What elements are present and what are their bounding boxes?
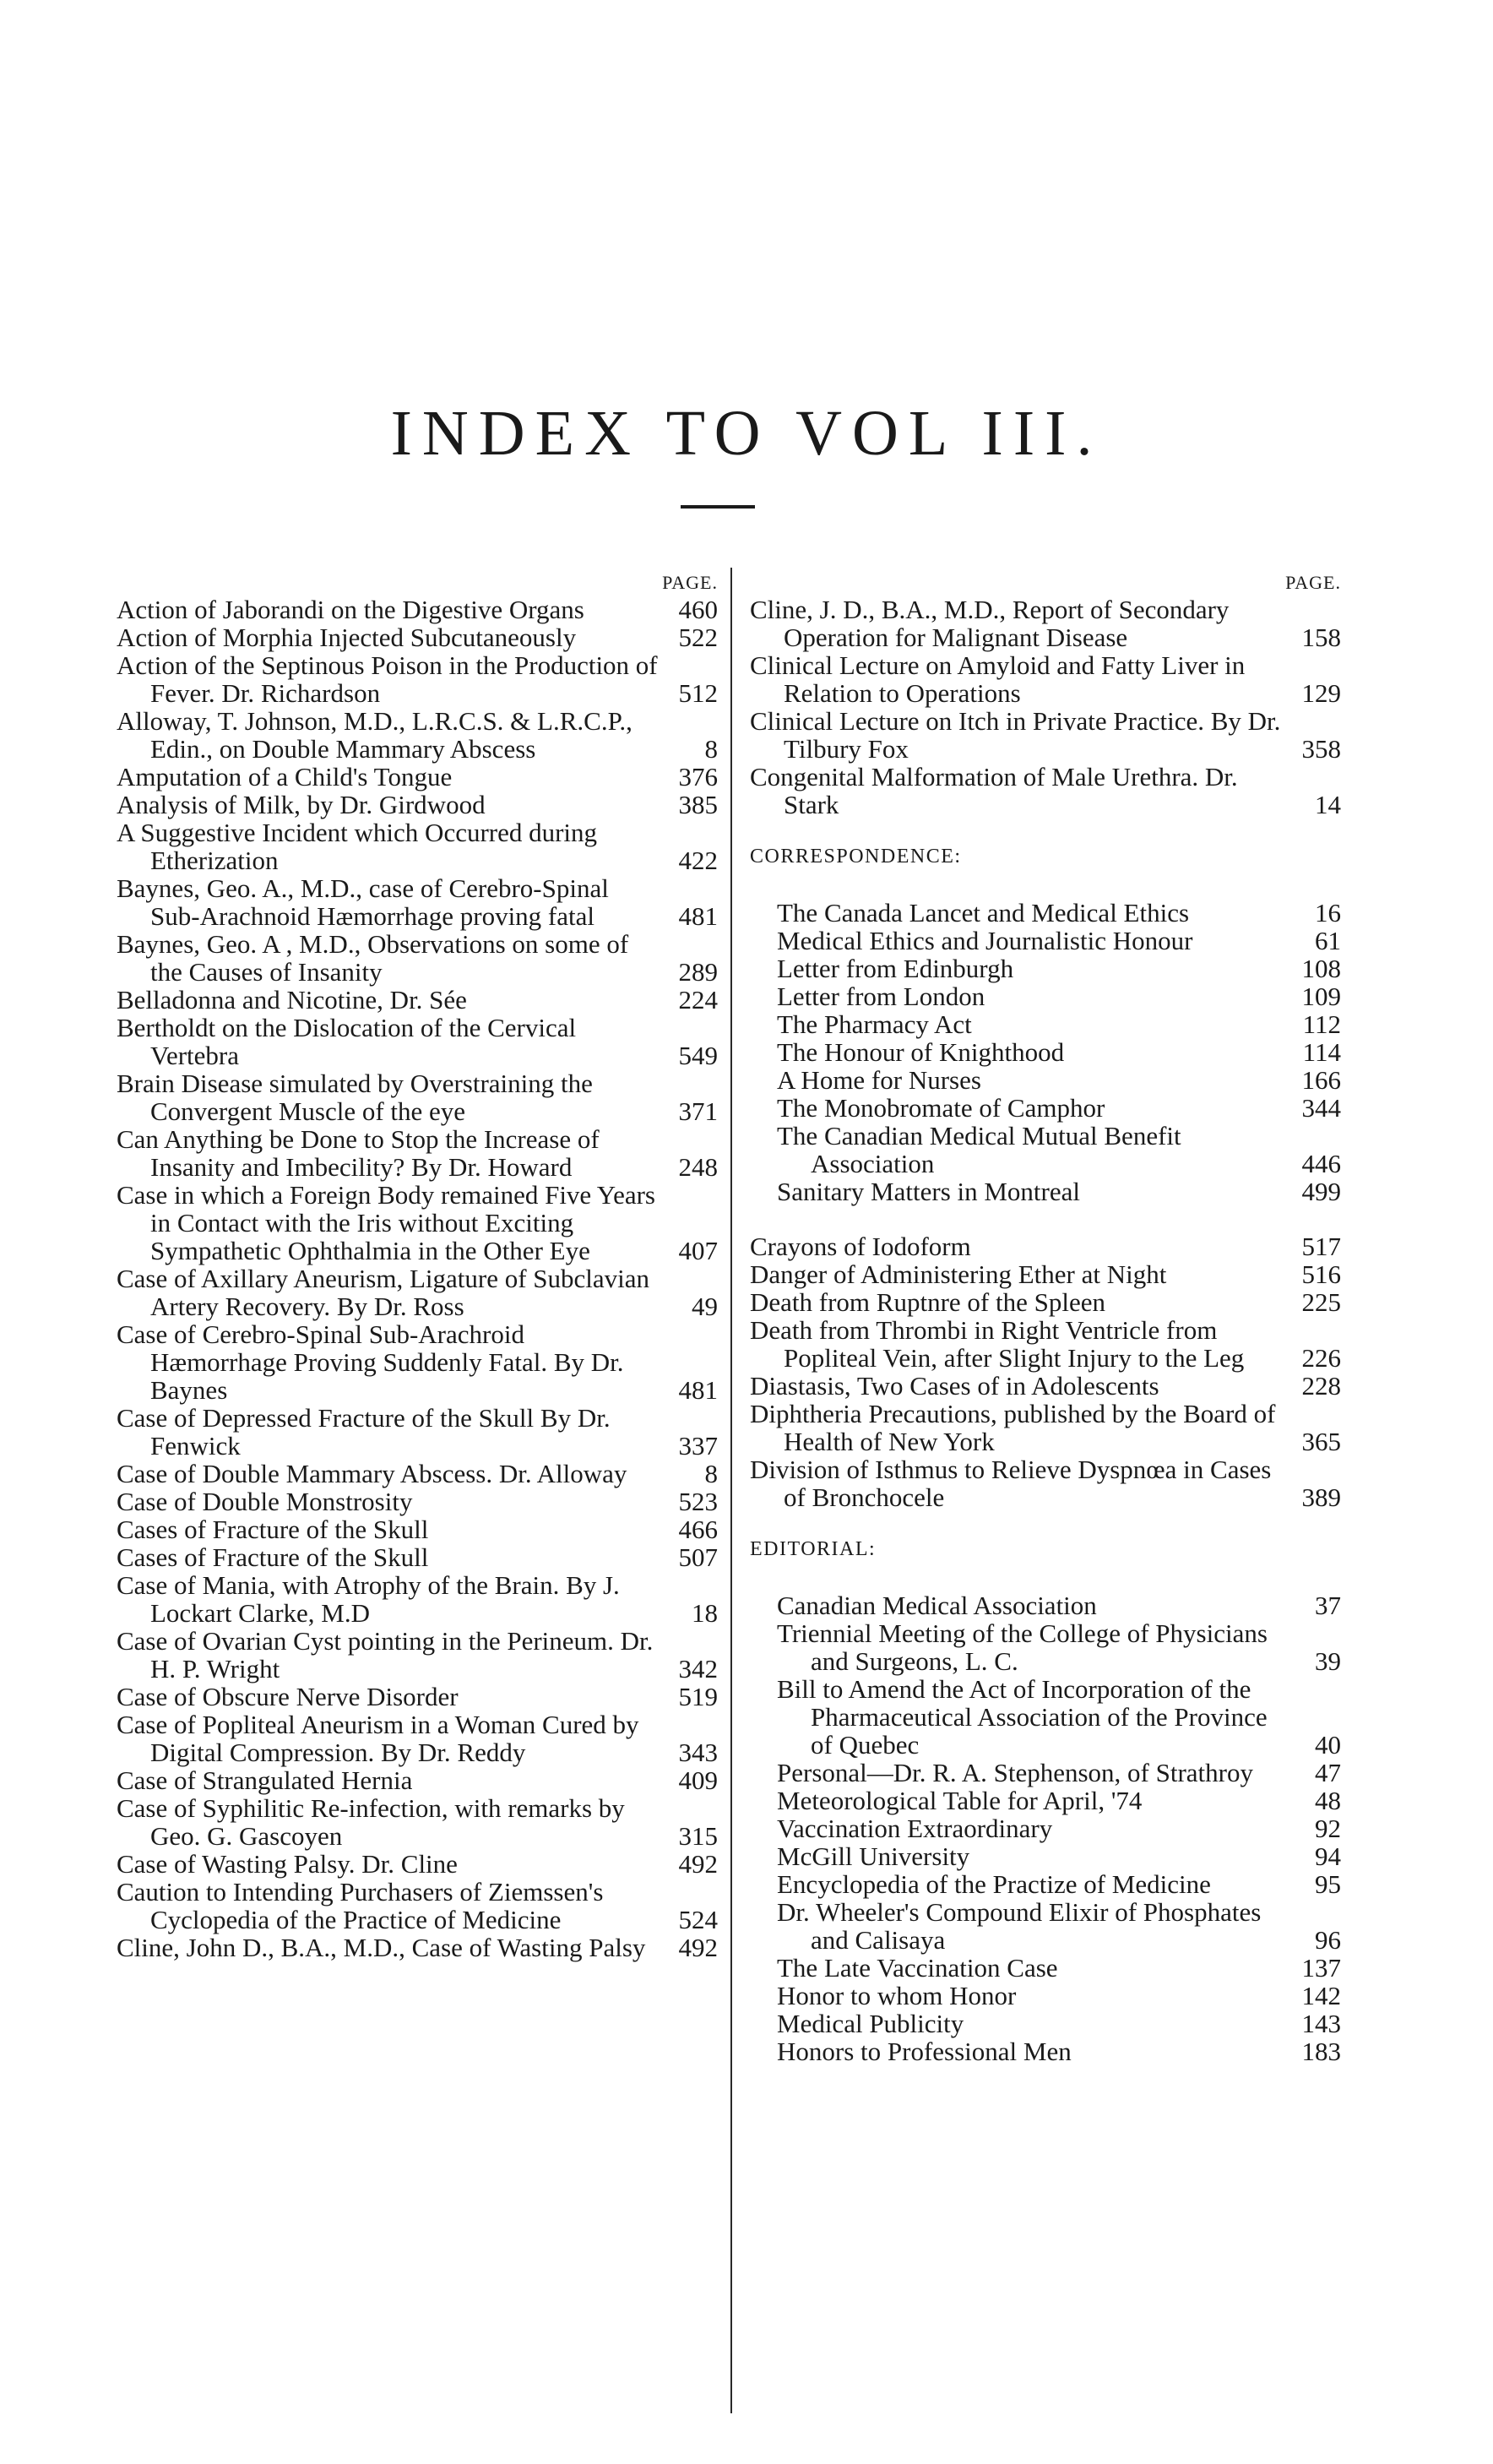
- entry-title: Honor to whom Honor: [777, 1981, 1017, 2010]
- index-entry: [117, 1181, 718, 1265]
- entry-title: Sanitary Matters in Montreal: [777, 1177, 1080, 1206]
- index-entry: [777, 1591, 1341, 1619]
- index-entry: [117, 930, 718, 986]
- entry-page-number: 225: [1301, 1287, 1341, 1317]
- index-entry: [117, 1014, 718, 1069]
- entry-title: Personal—Dr. R. A. Stephenson, of Strathroy: [777, 1758, 1253, 1787]
- index-entry: [117, 1850, 718, 1878]
- index-entry: [777, 1094, 1341, 1122]
- index-entry: [777, 1066, 1341, 1094]
- entry-title: Action of Morphia Injected Subcutaneously: [117, 623, 577, 652]
- entry-page-number: 389: [1301, 1482, 1341, 1512]
- entry-title: Vaccination Extraordinary: [777, 1814, 1053, 1843]
- entry-page-number: 49: [692, 1292, 718, 1321]
- left-entry-list: [117, 596, 718, 1961]
- entry-page-number: 47: [1315, 1758, 1341, 1787]
- entry-title: Cline, John D., B.A., M.D., Case of Wasting Palsy: [117, 1933, 646, 1962]
- entry-title: Amputation of a Child's Tongue: [117, 762, 453, 791]
- index-entry: [777, 1675, 1341, 1759]
- index-entry: [777, 2037, 1341, 2065]
- page-column-header: PAGE.: [1285, 572, 1341, 593]
- index-entry: [117, 1627, 718, 1683]
- index-entry: [777, 1122, 1341, 1178]
- entry-page-number: 512: [678, 678, 718, 708]
- entry-title: Case of Popliteal Aneurism in a Woman Cured by Digital Compression. By Dr. Reddy: [117, 1710, 639, 1767]
- entry-title: Cases of Fracture of the Skull: [117, 1515, 429, 1544]
- column-divider: [730, 568, 732, 2413]
- entry-title: The Pharmacy Act: [777, 1009, 972, 1039]
- entry-title: Case of Obscure Nerve Disorder: [117, 1682, 459, 1711]
- entry-page-number: 422: [678, 846, 718, 875]
- entry-page-number: 409: [678, 1765, 718, 1795]
- right-entry-list-mid: [750, 1232, 1341, 1511]
- entry-page-number: 61: [1315, 926, 1341, 955]
- index-entry: [750, 1455, 1341, 1511]
- entry-page-number: 376: [678, 762, 718, 791]
- editorial-list: [750, 1591, 1341, 2065]
- index-entry: [750, 651, 1341, 707]
- entry-title: Baynes, Geo. A , M.D., Observations on some of the Causes of Insanity: [117, 929, 629, 987]
- index-entry: [117, 707, 718, 763]
- entry-page-number: 519: [678, 1682, 718, 1711]
- right-column: [750, 570, 1341, 2065]
- index-entry: [750, 1288, 1341, 1316]
- index-entry: [777, 1842, 1341, 1870]
- entry-page-number: 522: [678, 623, 718, 652]
- entry-page-number: 166: [1301, 1065, 1341, 1095]
- entry-page-number: 481: [678, 1375, 718, 1405]
- index-entry: [777, 1898, 1341, 1954]
- entry-page-number: 507: [678, 1542, 718, 1572]
- entry-page-number: 16: [1315, 898, 1341, 927]
- entry-title: Case of Double Monstrosity: [117, 1487, 413, 1516]
- entry-page-number: 343: [678, 1738, 718, 1767]
- entry-page-number: 289: [678, 957, 718, 987]
- entry-page-number: 39: [1315, 1646, 1341, 1676]
- entry-page-number: 142: [1301, 1981, 1341, 2010]
- entry-title: Death from Thrombi in Right Ventricle from Popliteal Vein, after Slight Injury to the Leg: [750, 1315, 1245, 1373]
- entry-page-number: 516: [1301, 1259, 1341, 1289]
- entry-title: Diphtheria Precautions, published by the Board of Health of New York: [750, 1399, 1276, 1456]
- index-entry: [777, 927, 1341, 955]
- entry-page-number: 96: [1315, 1925, 1341, 1955]
- index-entry: [117, 1515, 718, 1543]
- entry-title: Honors to Professional Men: [777, 2037, 1072, 2066]
- index-entry: [777, 899, 1341, 927]
- entry-page-number: 14: [1315, 790, 1341, 819]
- index-entry: [117, 1320, 718, 1404]
- entry-page-number: 48: [1315, 1786, 1341, 1815]
- entry-page-number: 8: [704, 1459, 718, 1488]
- entry-title: Case of Double Mammary Abscess. Dr. Alloway: [117, 1459, 627, 1488]
- entry-title: Congenital Malformation of Male Urethra. Dr. Stark: [750, 762, 1238, 819]
- index-entry: [117, 1878, 718, 1934]
- entry-page-number: 183: [1301, 2037, 1341, 2066]
- entry-title: Death from Ruptnre of the Spleen: [750, 1287, 1105, 1317]
- entry-page-number: 94: [1315, 1841, 1341, 1871]
- entry-title: Action of the Septinous Poison in the Production of Fever. Dr. Richardson: [117, 650, 658, 708]
- index-entry: [750, 1232, 1341, 1260]
- entry-title: Triennial Meeting of the College of Physicians and Surgeons, L. C.: [777, 1618, 1268, 1676]
- entry-title: Case of Strangulated Hernia: [117, 1765, 413, 1795]
- entry-title: The Honour of Knighthood: [777, 1037, 1065, 1067]
- entry-page-number: 92: [1315, 1814, 1341, 1843]
- entry-title: Case in which a Foreign Body remained Five Years in Contact with the Iris without Exciting Sympathetic Ophthalmia in the Other Eye: [117, 1180, 655, 1265]
- index-entry: [117, 819, 718, 874]
- index-entry: [117, 763, 718, 791]
- entry-page-number: 108: [1301, 954, 1341, 983]
- entry-page-number: 37: [1315, 1591, 1341, 1620]
- entry-title: Case of Cerebro-Spinal Sub-Arachroid Hæmorrhage Proving Suddenly Fatal. By Dr. Baynes: [117, 1319, 624, 1405]
- index-entry: [117, 1683, 718, 1711]
- entry-page-number: 524: [678, 1905, 718, 1934]
- index-entry: [117, 1794, 718, 1850]
- index-entry: [777, 1814, 1341, 1842]
- entry-title: Action of Jaborandi on the Digestive Organs: [117, 595, 584, 624]
- index-entry: [117, 1404, 718, 1460]
- index-entry: [750, 1400, 1341, 1455]
- entry-title: Case of Depressed Fracture of the Skull By Dr. Fenwick: [117, 1403, 611, 1460]
- section-gap: [750, 1205, 1341, 1232]
- entry-title: Baynes, Geo. A., M.D., case of Cerebro-Spinal Sub-Arachnoid Hæmorrhage proving fatal: [117, 873, 609, 931]
- entry-title: Danger of Administering Ether at Night: [750, 1259, 1167, 1289]
- entry-page-number: 407: [678, 1236, 718, 1265]
- entry-title: Analysis of Milk, by Dr. Girdwood: [117, 790, 486, 819]
- index-entry: [117, 1711, 718, 1766]
- index-entry: [777, 1954, 1341, 1982]
- index-entry: [117, 1460, 718, 1488]
- entry-page-number: 492: [678, 1849, 718, 1879]
- index-entry: [117, 1265, 718, 1320]
- entry-title: Division of Isthmus to Relieve Dyspnœa in Cases of Bronchocele: [750, 1455, 1272, 1512]
- entry-title: Case of Ovarian Cyst pointing in the Perineum. Dr. H. P. Wright: [117, 1626, 654, 1683]
- entry-title: The Canada Lancet and Medical Ethics: [777, 898, 1190, 927]
- entry-title: The Late Vaccination Case: [777, 1953, 1058, 1983]
- entry-page-number: 158: [1301, 623, 1341, 652]
- index-entry: [777, 1038, 1341, 1066]
- index-entry: [750, 596, 1341, 651]
- entry-page-number: 358: [1301, 734, 1341, 764]
- entry-title: Meteorological Table for April, '74: [777, 1786, 1143, 1815]
- left-column: [117, 570, 718, 1961]
- entry-title: Letter from London: [777, 982, 985, 1011]
- right-entry-list-top: [750, 596, 1341, 819]
- entry-title: Clinical Lecture on Amyloid and Fatty Liver in Relation to Operations: [750, 650, 1246, 708]
- index-entry: [117, 651, 718, 707]
- index-entry: [117, 1766, 718, 1794]
- entry-title: Case of Wasting Palsy. Dr. Cline: [117, 1849, 458, 1879]
- index-entry: [117, 1125, 718, 1181]
- entry-page-number: 446: [1301, 1149, 1341, 1178]
- page-title: INDEX TO VOL III.: [390, 398, 1103, 469]
- index-entry: [750, 1260, 1341, 1288]
- entry-title: Encyclopedia of the Practize of Medicine: [777, 1869, 1211, 1899]
- entry-title: A Suggestive Incident which Occurred during Etherization: [117, 818, 598, 875]
- entry-title: Case of Syphilitic Re-infection, with remarks by Geo. G. Gascoyen: [117, 1793, 625, 1851]
- entry-page-number: 492: [678, 1933, 718, 1962]
- index-entry: [750, 1372, 1341, 1400]
- entry-page-number: 143: [1301, 2009, 1341, 2038]
- index-entry: [117, 1571, 718, 1627]
- entry-title: Brain Disease simulated by Overstraining the Convergent Muscle of the eye: [117, 1069, 593, 1126]
- entry-title: A Home for Nurses: [777, 1065, 981, 1095]
- index-entry: [777, 2010, 1341, 2037]
- page-column-header: PAGE.: [662, 572, 718, 593]
- entry-page-number: 460: [678, 595, 718, 624]
- index-entry: [117, 1069, 718, 1125]
- index-entry: [750, 763, 1341, 819]
- entry-page-number: 112: [1302, 1009, 1341, 1039]
- index-entry: [777, 1870, 1341, 1898]
- entry-page-number: 129: [1301, 678, 1341, 708]
- index-entry: [777, 1619, 1341, 1675]
- entry-page-number: 109: [1301, 982, 1341, 1011]
- entry-title: Bill to Amend the Act of Incorporation of the Pharmaceutical Association of the Province of Quebec: [777, 1674, 1268, 1760]
- entry-title: Clinical Lecture on Itch in Private Practice. By Dr. Tilbury Fox: [750, 706, 1281, 764]
- entry-page-number: 337: [678, 1431, 718, 1460]
- entry-page-number: 499: [1301, 1177, 1341, 1206]
- index-entry: [777, 982, 1341, 1010]
- entry-page-number: 226: [1301, 1343, 1341, 1373]
- entry-page-number: 481: [678, 901, 718, 931]
- index-entry: [777, 1010, 1341, 1038]
- entry-title: Belladonna and Nicotine, Dr. Sée: [117, 985, 467, 1014]
- entry-page-number: 466: [678, 1515, 718, 1544]
- entry-page-number: 228: [1301, 1371, 1341, 1401]
- index-entry: [777, 955, 1341, 982]
- entry-page-number: 8: [704, 734, 718, 764]
- entry-title: Medical Ethics and Journalistic Honour: [777, 926, 1193, 955]
- entry-title: The Canadian Medical Mutual Benefit Association: [777, 1121, 1181, 1178]
- entry-page-number: 95: [1315, 1869, 1341, 1899]
- entry-page-number: 114: [1302, 1037, 1341, 1067]
- entry-title: Letter from Edinburgh: [777, 954, 1014, 983]
- entry-title: Can Anything be Done to Stop the Increase of Insanity and Imbecility? By Dr. Howard: [117, 1124, 600, 1182]
- entry-page-number: 517: [1301, 1232, 1341, 1261]
- entry-title: Medical Publicity: [777, 2009, 964, 2038]
- entry-title: Caution to Intending Purchasers of Ziemssen's Cyclopedia of the Practice of Medicine: [117, 1877, 604, 1934]
- entry-page-number: 40: [1315, 1730, 1341, 1760]
- index-entry: [750, 1316, 1341, 1372]
- entry-title: Diastasis, Two Cases of in Adolescents: [750, 1371, 1159, 1401]
- index-entry: [777, 1982, 1341, 2010]
- title-rule: [681, 505, 755, 509]
- correspondence-list: [750, 899, 1341, 1205]
- index-entry: [117, 986, 718, 1014]
- entry-title: Cline, J. D., B.A., M.D., Report of Secondary Operation for Malignant Disease: [750, 595, 1230, 652]
- entry-title: Canadian Medical Association: [777, 1591, 1097, 1620]
- entry-page-number: 315: [678, 1821, 718, 1851]
- entry-page-number: 365: [1301, 1427, 1341, 1456]
- entry-page-number: 18: [692, 1598, 718, 1628]
- entry-page-number: 549: [678, 1041, 718, 1070]
- entry-title: Case of Axillary Aneurism, Ligature of Subclavian Artery Recovery. By Dr. Ross: [117, 1264, 650, 1321]
- entry-title: Dr. Wheeler's Compound Elixir of Phosphates and Calisaya: [777, 1897, 1262, 1955]
- index-entry: [117, 791, 718, 819]
- entry-page-number: 137: [1301, 1953, 1341, 1983]
- entry-title: The Monobromate of Camphor: [777, 1093, 1105, 1123]
- entry-page-number: 224: [678, 985, 718, 1014]
- index-entry: [777, 1759, 1341, 1787]
- entry-page-number: 342: [678, 1654, 718, 1683]
- correspondence-heading: CORRESPONDENCE:: [750, 846, 962, 868]
- entry-page-number: 248: [678, 1152, 718, 1182]
- index-entry: [117, 874, 718, 930]
- entry-title: Crayons of Iodoform: [750, 1232, 971, 1261]
- index-entry: [117, 1488, 718, 1515]
- index-entry: [777, 1787, 1341, 1814]
- entry-page-number: 371: [678, 1096, 718, 1126]
- entry-title: Case of Mania, with Atrophy of the Brain. By J. Lockart Clarke, M.D: [117, 1570, 620, 1628]
- entry-page-number: 344: [1301, 1093, 1341, 1123]
- entry-page-number: 385: [678, 790, 718, 819]
- index-entry: [777, 1178, 1341, 1205]
- entry-title: Alloway, T. Johnson, M.D., L.R.C.S. & L.R.C.P., Edin., on Double Mammary Abscess: [117, 706, 632, 764]
- index-entry: [117, 1543, 718, 1571]
- editorial-heading: EDITORIAL:: [750, 1538, 877, 1560]
- entry-page-number: 523: [678, 1487, 718, 1516]
- entry-title: Bertholdt on the Dislocation of the Cervical Vertebra: [117, 1013, 577, 1070]
- entry-title: Cases of Fracture of the Skull: [117, 1542, 429, 1572]
- index-entry: [117, 1934, 718, 1961]
- index-entry: [117, 623, 718, 651]
- index-entry: [750, 707, 1341, 763]
- entry-title: McGill University: [777, 1841, 970, 1871]
- index-entry: [117, 596, 718, 623]
